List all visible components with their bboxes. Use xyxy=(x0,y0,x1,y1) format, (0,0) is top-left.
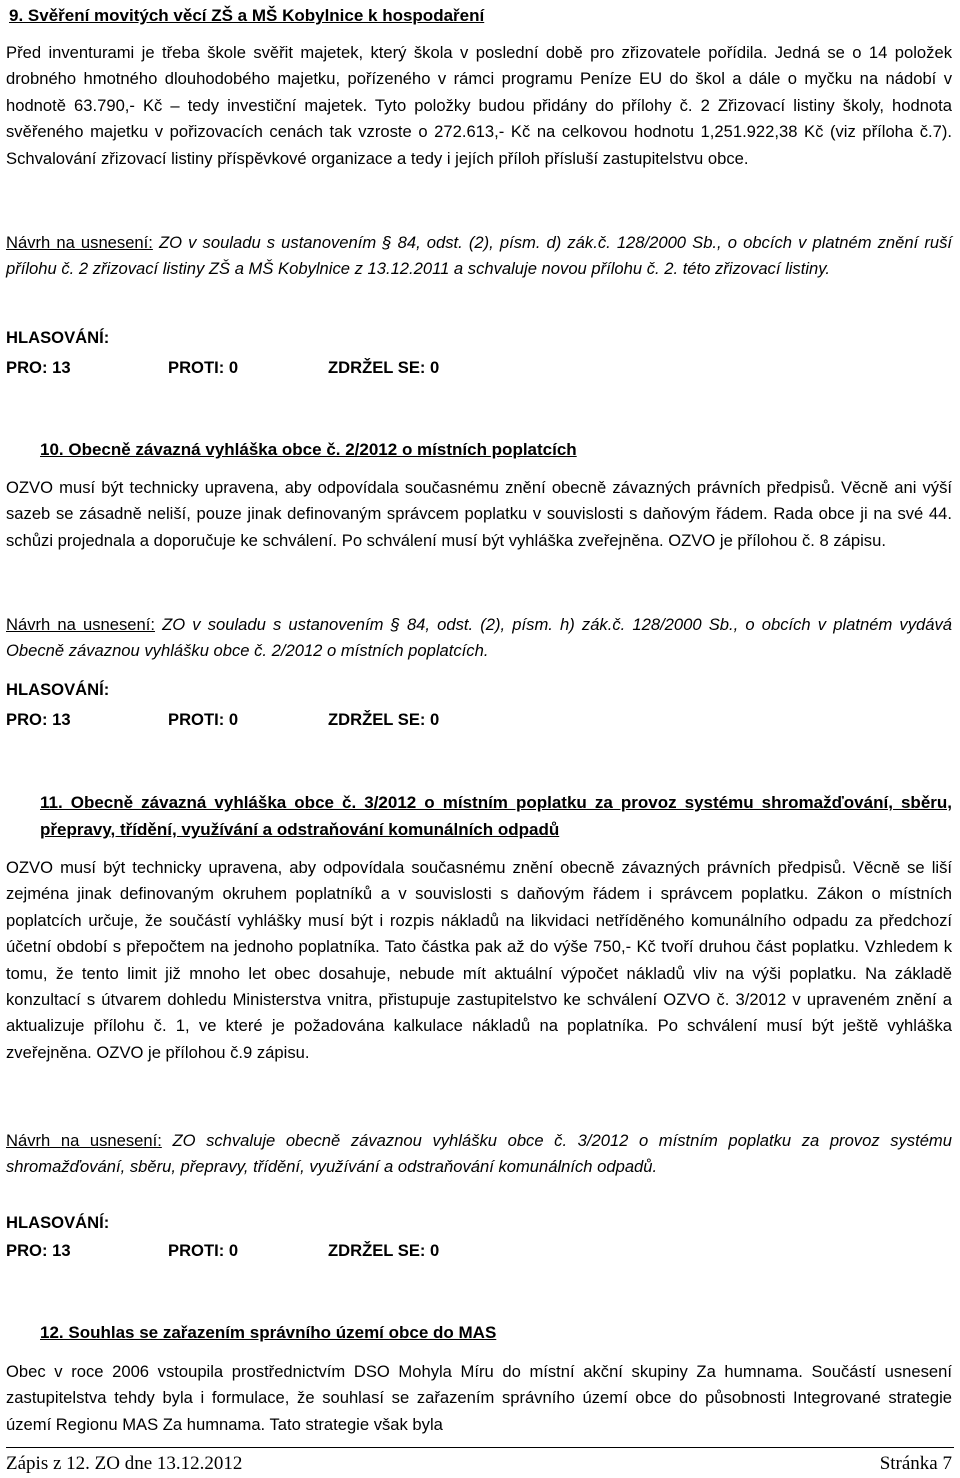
section-10-paragraph: OZVO musí být technicky upravena, aby odpovídala současnému znění obecně závazných právních předpisů. Věcně ani výší sazeb se zásadně neliší, pouze jinak definovaným správcem poplatku v souvislosti s daňovým řádem. Rada obce ji na své 44. schůzi projednala a doporučuje ke schválení. Po schválení musí být vyhláška zveřejněna. OZVO je přílohou č. 8 zápisu. xyxy=(6,478,952,550)
proposal-text: ZO schvaluje obecně závaznou vyhlášku obce č. 3/2012 o místním poplatku za provoz systému shromažďování, sběru, přepravy, třídění, využívání a odstraňování komunálních odpadů. xyxy=(6,1131,952,1177)
vote-zdrzel: ZDRŽEL SE: 0 xyxy=(328,358,440,377)
vote-pro: PRO: 13 xyxy=(6,358,71,377)
proposal-text: ZO v souladu s ustanovením § 84, odst. (2), písm. d) zák.č. 128/2000 Sb., o obcích v platném znění ruší přílohu č. 2 zřizovací listiny ZŠ a MŠ Kobylnice z 13.12.2011 a schvaluje novou přílohu č. 2. této zřizovací listiny. xyxy=(6,233,952,279)
section-10-heading: 10. Obecně závazná vyhláška obce č. 2/2012 o místních poplatcích xyxy=(40,440,577,459)
vote-proti: PROTI: 0 xyxy=(168,1241,239,1260)
vote-zdrzel: ZDRŽEL SE: 0 xyxy=(328,1241,440,1260)
section-10-proposal xyxy=(6,612,952,665)
section-11-voting-label: HLASOVÁNÍ: xyxy=(6,1213,110,1232)
section-11-proposal xyxy=(6,1128,952,1181)
footer-left: Zápis z 12. ZO dne 13.12.2012 xyxy=(6,1453,243,1474)
section-12-paragraph: Obec v roce 2006 vstoupila prostřednictvím DSO Mohyla Míru do místní akční skupiny Za humnama. Součástí usnesení zastupitelstva tehdy byla i formulace, že souhlasí se zařazením správního území obce do působnosti Integrované strategie území Regionu MAS Za humnama. Tato strategie však byla xyxy=(6,1362,952,1434)
section-11-paragraph: OZVO musí být technicky upravena, aby odpovídala současnému znění obecně závazných právních předpisů. Věcně se liší zejména jinak definovaným okruhem poplatníků a v souvislosti s daňovým řádem i správcem poplatku. Zákon o místních poplatcích určuje, že součástí vyhlášky musí být i rozpis nákladů na likvidaci netříděného komunálního odpadu za předchozí účetní období s přepočtem na jednoho poplatníka. Tato částka pak až do výše 750,- Kč tvoří druhou část poplatku. Vzhledem k tomu, že tento limit již mnoho let obec dosahuje, nebude mít aktuální výpočet nákladů vliv na výši poplatku. Na základě konzultací s útvarem dohledu Ministerstva vnitra, přistupuje zastupitelstvo ke schválení OZVO č. 3/2012 v upraveném znění a aktualizuje přílohu č. 1, ve které je požadována kalkulace nákladů na poplatníka. Po schválení musí být ještě vyhláška zveřejněna. OZVO je přílohou č.9 zápisu. xyxy=(6,858,952,1062)
section-9-proposal xyxy=(6,230,952,283)
proposal-label: Návrh na usnesení: xyxy=(6,233,153,252)
proposal-label: Návrh na usnesení: xyxy=(6,615,155,634)
vote-proti: PROTI: 0 xyxy=(168,710,239,729)
section-9-heading: 9. Svěření movitých věcí ZŠ a MŠ Kobylnice k hospodaření xyxy=(9,6,485,25)
vote-proti: PROTI: 0 xyxy=(168,358,239,377)
proposal-label: Návrh na usnesení: xyxy=(6,1131,162,1150)
footer-page-number: Stránka 7 xyxy=(879,1453,952,1474)
vote-pro: PRO: 13 xyxy=(6,710,71,729)
section-11-heading: 11. Obecně závazná vyhláška obce č. 3/2012 o místním poplatku za provoz systému shromažďování, sběru, přepravy, třídění, využívání a odstraňování komunálních odpadů xyxy=(40,793,952,839)
section-9-voting-label: HLASOVÁNÍ: xyxy=(6,328,110,347)
section-10-voting-label: HLASOVÁNÍ: xyxy=(6,680,110,699)
vote-zdrzel: ZDRŽEL SE: 0 xyxy=(328,710,440,729)
proposal-text: ZO v souladu s ustanovením § 84, odst. (2), písm. h) zák.č. 128/2000 Sb., o obcích v platném vydává Obecně závaznou vyhlášku obce č. 2/2012 o místních poplatcích. xyxy=(6,615,952,661)
section-9-votes xyxy=(6,355,606,381)
section-10-votes xyxy=(6,707,606,733)
section-11-votes xyxy=(6,1238,606,1264)
section-9-paragraph: Před inventurami je třeba škole svěřit majetek, který škola v poslední době pro zřizovatele pořídila. Jedná se o 14 položek drobného hmotného dlouhodobého majetku, pořízeného v rámci programu Peníze EU do škol a dále o myčku na nádobí v hodnotě 63.790,- Kč – tedy investiční majetek. Tyto položky budou přidány do přílohy č. 2 Zřizovací listiny školy, hodnota svěřeného majetku v pořizovacích cenách tak vzroste o 272.613,- Kč na celkovou hodnotu 1,251.922,38 Kč (viz příloha č.7). Schvalování zřizovací listiny příspěvkové organizace a tedy i jejích příloh přísluší zastupitelstvu obce. xyxy=(6,43,952,168)
section-12-heading: 12. Souhlas se zařazením správního území obce do MAS xyxy=(40,1323,497,1342)
footer-divider xyxy=(6,1447,954,1448)
vote-pro: PRO: 13 xyxy=(6,1241,71,1260)
